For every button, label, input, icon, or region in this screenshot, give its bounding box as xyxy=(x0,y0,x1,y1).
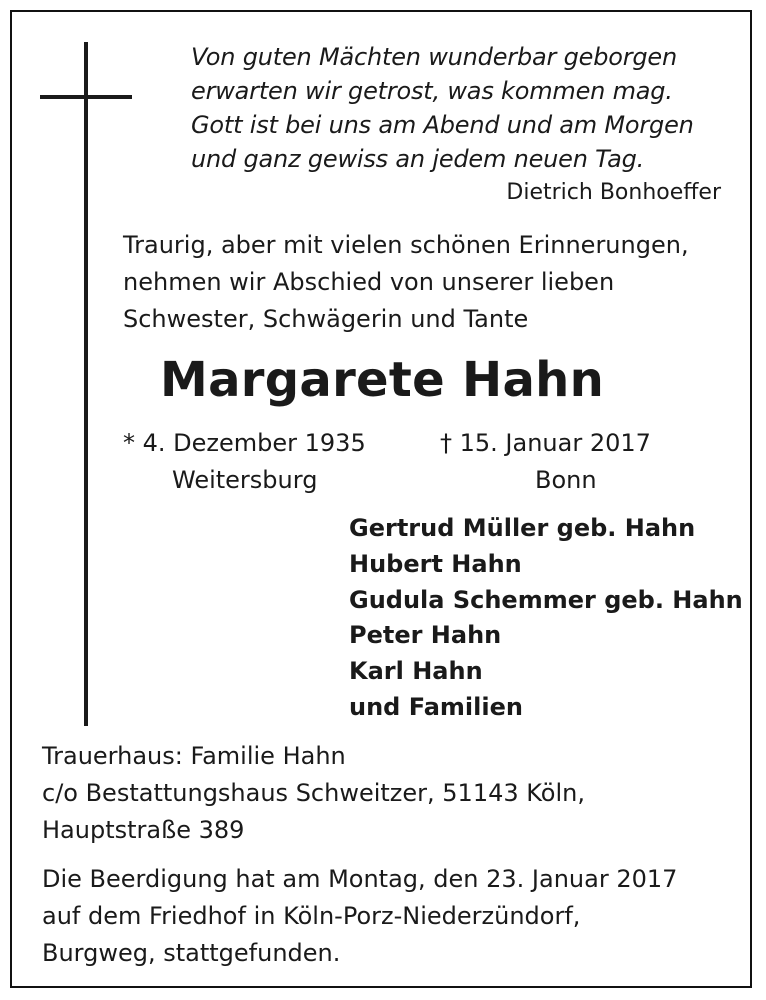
poem-line: erwarten wir getrost, was kommen mag. xyxy=(191,77,673,105)
address-line: Hauptstraße 389 xyxy=(42,816,245,844)
funeral-line: Die Beerdigung hat am Montag, den 23. Januar 2017 xyxy=(42,865,678,893)
mourner-name: Gertrud Müller geb. Hahn xyxy=(349,514,696,542)
funeral-line: Burgweg, stattgefunden. xyxy=(42,939,341,967)
mourner-name: Hubert Hahn xyxy=(349,549,522,578)
poem-line: Gott ist bei uns am Abend und am Morgen xyxy=(191,111,694,139)
address-line: c/o Bestattungshaus Schweitzer, 51143 Köln, xyxy=(42,779,585,807)
mourners-list xyxy=(349,511,743,726)
poem-line: und ganz gewiss an jedem neuen Tag. xyxy=(191,145,645,173)
birth-place: Weitersburg xyxy=(172,466,318,494)
intro-line: nehmen wir Abschied von unserer lieben xyxy=(123,268,615,296)
mourner-name: Peter Hahn xyxy=(349,621,502,650)
death-date: † 15. Januar 2017 xyxy=(440,429,651,457)
intro-line: Schwester, Schwägerin und Tante xyxy=(123,305,529,333)
mourner-name: Karl Hahn xyxy=(349,657,483,686)
mourner-name: Gudula Schemmer geb. Hahn xyxy=(349,585,743,614)
poem-author: Dietrich Bonhoeffer xyxy=(506,180,721,205)
intro-line: Traurig, aber mit vielen schönen Erinnerungen, xyxy=(123,231,689,259)
death-place: Bonn xyxy=(535,466,597,494)
birth-date: * 4. Dezember 1935 xyxy=(123,429,366,457)
address-line: Trauerhaus: Familie Hahn xyxy=(42,742,346,770)
poem-quote xyxy=(191,40,731,176)
cross-horizontal-bar xyxy=(40,95,132,99)
funeral-line: auf dem Friedhof in Köln-Porz-Niederzündorf, xyxy=(42,902,581,930)
funeral-notice xyxy=(42,861,677,972)
mourning-house-address xyxy=(42,738,585,849)
deceased-name: Margarete Hahn xyxy=(160,352,605,408)
mourner-name: und Familien xyxy=(349,692,523,721)
poem-line: Von guten Mächten wunderbar geborgen xyxy=(191,43,677,71)
intro-text xyxy=(123,227,689,338)
cross-vertical-bar xyxy=(84,42,88,726)
